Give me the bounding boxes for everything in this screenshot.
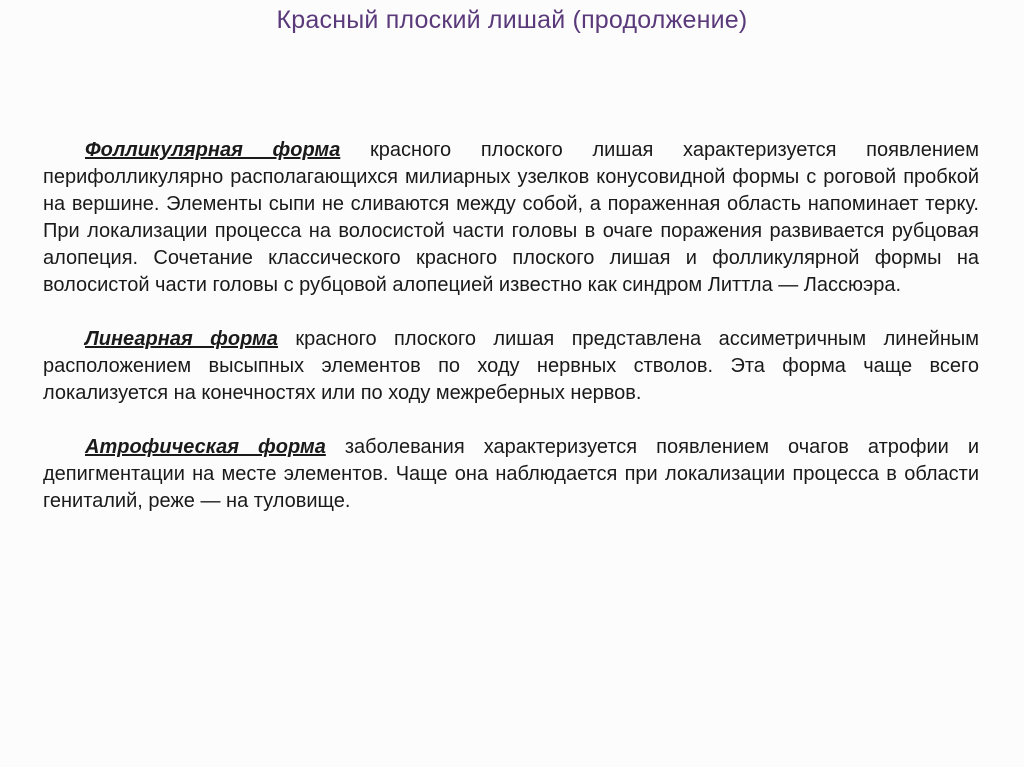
- slide-title: Красный плоский лишай (продолжение): [276, 6, 748, 34]
- slide-content: [43, 137, 979, 542]
- paragraph-linear: [43, 326, 979, 407]
- paragraph-atrophic: [43, 434, 979, 515]
- term-follicular: Фолликулярная форма: [85, 139, 341, 161]
- term-linear: Линеарная форма: [85, 328, 278, 350]
- paragraph-follicular: [43, 137, 979, 299]
- term-atrophic: Атрофическая форма: [85, 436, 326, 458]
- paragraph-atrophic-text: заболевания характеризуется появлением очагов атрофии и депигментации на месте элементов. Чаще она наблюдается при локализации процесса в области гениталий, реже — на туловище.: [43, 436, 979, 512]
- paragraph-follicular-text: красного плоского лишая характеризуется появлением перифолликулярно располагающихся милиарных узелков конусовидной формы с роговой пробкой на вершине. Элементы сыпи не сливаются между собой, а пораженная область напоминает терку. При локализации процесса на волосистой части головы в очаге поражения развивается рубцовая алопеция. Сочетание классического красного плоского лишая и фолликулярной формы на волосистой части головы с рубцовой алопецией известно как синдром Литтла — Лассюэра.: [43, 139, 979, 296]
- paragraph-linear-text: красного плоского лишая представлена ассиметричным линейным расположением высыпных элементов по ходу нервных стволов. Эта форма чаще всего локализуется на конечностях или по ходу межреберных нервов.: [43, 328, 979, 404]
